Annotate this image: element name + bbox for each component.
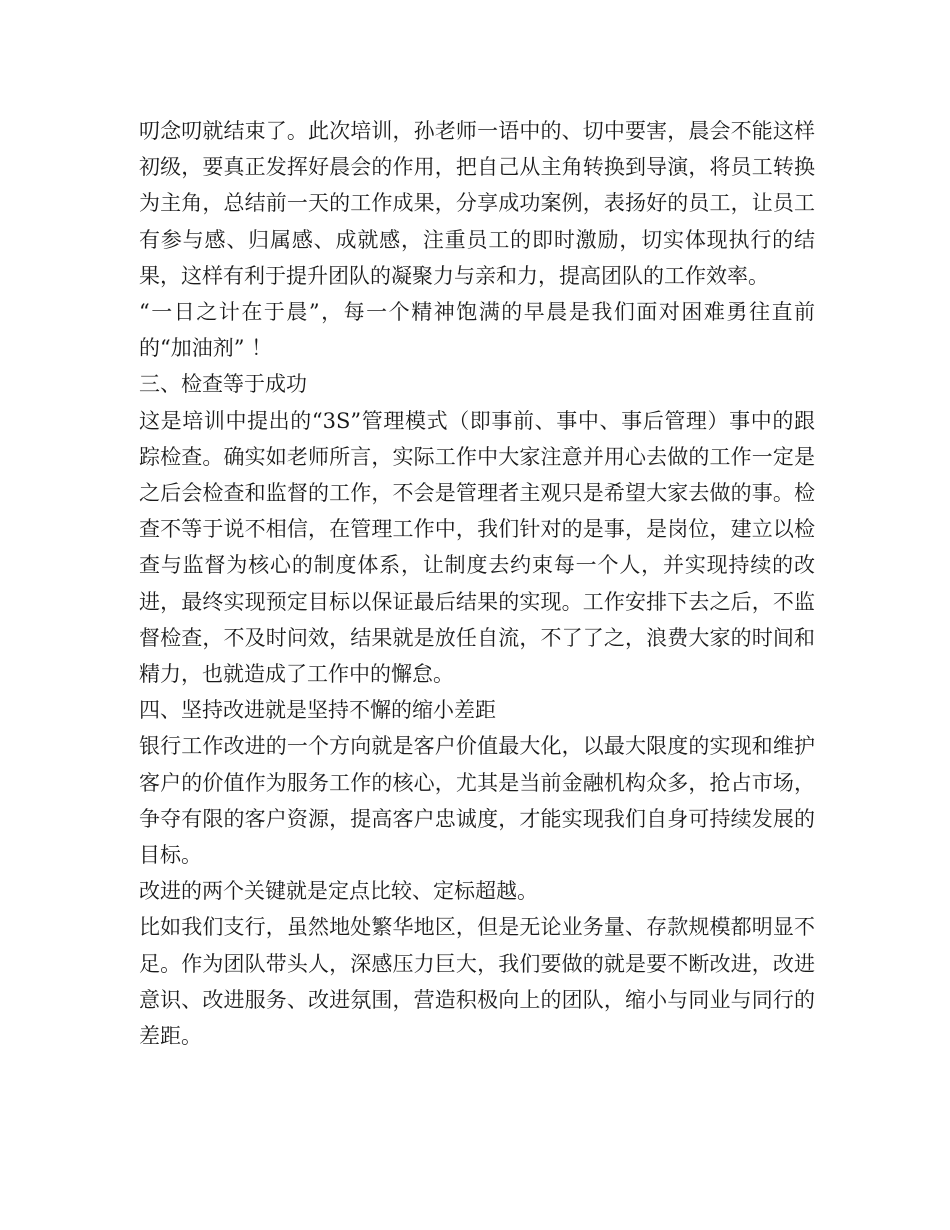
paragraph-branch-example: 比如我们支行，虽然地处繁华地区，但是无论业务量、存款规模都明显不足。作为团队带头人，深感压力巨大，我们要做的就是要不断改进，改进意识、改进服务、改进氛围，营造积极向上的团队，缩小与同业与同行的差距。	[139, 915, 815, 1049]
section-heading-3: 三、检查等于成功	[139, 372, 307, 397]
paragraph-inspection: 这是培训中提出的“3S”管理模式（即事前、事中、事后管理）事中的跟踪检查。确实如老师所言，实际工作中大家注意并用心去做的工作一定是之后会检查和监督的工作，不会是管理者主观只是希望大家去做的事。检查不等于说不相信，在管理工作中，我们针对的是事，是岗位，建立以检查与监督为核心的制度体系，让制度去约束每一个人，并实现持续的改进，最终实现预定目标以保证最后结果的实现。工作安排下去之后，不监督检查，不及时问效，结果就是放任自流，不了了之，浪费大家的时间和精力，也就造成了工作中的懈怠。	[139, 408, 815, 687]
paragraph-morning-meeting: 叨念叨就结束了。此次培训，孙老师一语中的、切中要害，晨会不能这样初级，要真正发挥好晨会的作用，把自己从主角转换到导演，将员工转换为主角，总结前一天的工作成果，分享成功案例，表扬好的员工，让员工有参与感、归属感、成就感，注重员工的即时激励，切实体现执行的结果，这样有利于提升团队的凝聚力与亲和力，提高团队的工作效率。	[139, 119, 815, 288]
paragraph-customer-value: 银行工作改进的一个方向就是客户价值最大化，以最大限度的实现和维护客户的价值作为服务工作的核心，尤其是当前金融机构众多，抢占市场，争夺有限的客户资源，提高客户忠诚度，才能实现我们自身可持续发展的目标。	[139, 734, 815, 868]
paragraph-quote: “一日之计在于晨”，每一个精神饱满的早晨是我们面对困难勇往直前的“加油剂” ！	[139, 300, 815, 361]
document-body	[139, 113, 815, 1054]
section-heading-4: 四、坚持改进就是坚持不懈的缩小差距	[139, 698, 496, 723]
paragraph-two-keys: 改进的两个关键就是定点比较、定标超越。	[139, 879, 538, 904]
